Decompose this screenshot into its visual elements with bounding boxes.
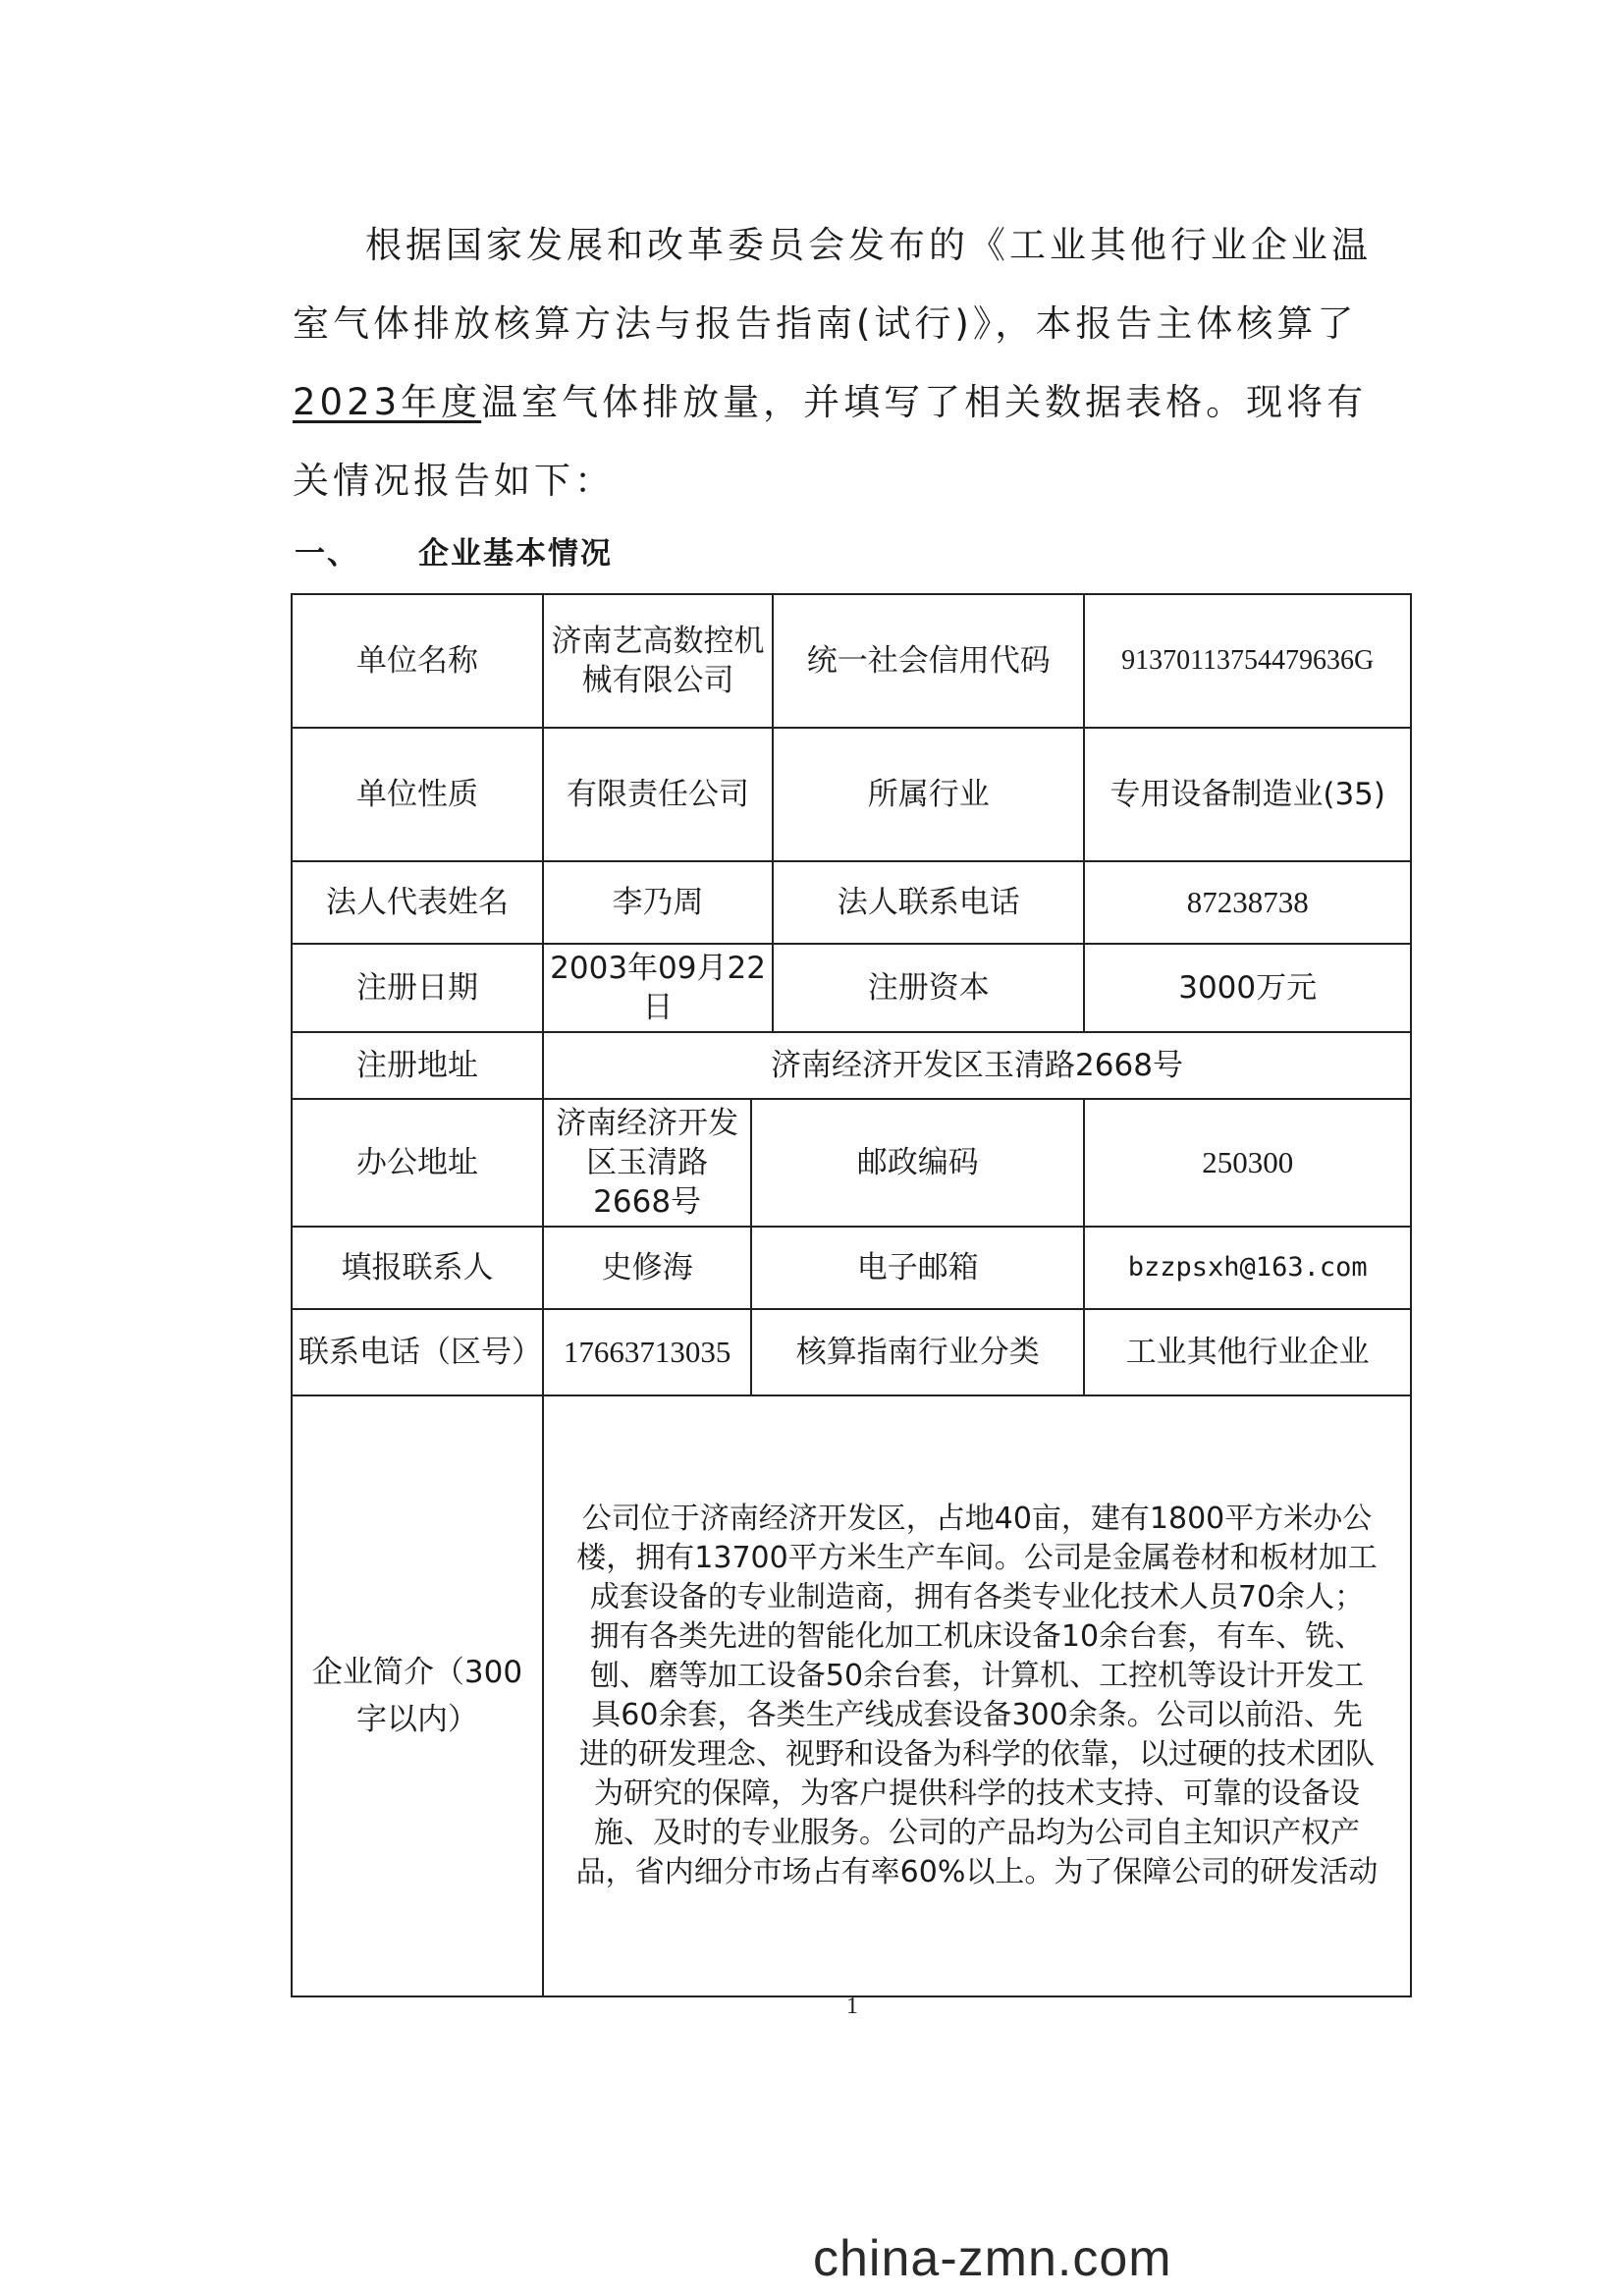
company-info-table [291,593,1412,1997]
profile-line: 成套设备的专业制造商，拥有各类专业化技术人员70余人； [589,1580,1365,1614]
postcode: 250300 [1084,1099,1411,1227]
table-row [292,1032,1411,1099]
profile-line: 楼，拥有13700平方米生产车间。公司是金属卷材和板材加工 [576,1541,1378,1575]
company-profile [543,1395,1411,1996]
section-number: 一、 [295,536,359,572]
email-label: 电子邮箱 [751,1227,1084,1309]
watermark: china-zmn.com [813,2230,1172,2287]
reg-date: 2003年09月22日 [543,944,773,1032]
profile-line: 进的研发理念、视野和设备为科学的依靠，以过硬的技术团队 [579,1737,1375,1772]
reg-date-label: 注册日期 [292,944,543,1032]
table-row [292,728,1411,861]
table-row [292,1309,1411,1395]
postcode-label: 邮政编码 [751,1099,1084,1227]
unit-nature: 有限责任公司 [543,728,773,861]
table-row [292,861,1411,944]
legal-rep: 李乃周 [543,861,773,944]
reg-address-label: 注册地址 [292,1032,543,1099]
office-address: 济南经济开发区玉清路2668号 [543,1099,751,1227]
intro-text-after: 温室气体排放量，并填写了相关数据表格。现将有关情况报告如下： [293,381,1368,502]
legal-rep-label: 法人代表姓名 [292,861,543,944]
credit-code: 91370113754479636G [1084,594,1411,728]
credit-code-label: 统一社会信用代码 [773,594,1084,728]
contact-label: 填报联系人 [292,1227,543,1309]
reg-capital: 3000万元 [1084,944,1411,1032]
profile-line: 拥有各类先进的智能化加工机床设备10余台套，有车、铣、 [589,1619,1365,1654]
table-row [292,1227,1411,1309]
contact-phone-label: 联系电话（区号） [292,1309,543,1395]
intro-paragraph [293,206,1384,520]
section-title: 企业基本情况 [418,536,613,572]
reg-address: 济南经济开发区玉清路2668号 [543,1032,1411,1099]
reg-capital-label: 注册资本 [773,944,1084,1032]
table-row [292,594,1411,728]
unit-name-label: 单位名称 [292,594,543,728]
legal-phone-label: 法人联系电话 [773,861,1084,944]
profile-line: 为研究的保障，为客户提供科学的技术支持、可靠的设备设 [594,1777,1360,1811]
contact-phone: 17663713035 [543,1309,751,1395]
profile-line: 刨、磨等加工设备50余台套，计算机、工控机等设计开发工 [589,1659,1365,1693]
section-heading [295,528,613,573]
profile-line: 施、及时的专业服务。公司的产品均为公司自主知识产权产 [594,1816,1360,1850]
profile-line: 具60余套，各类生产线成套设备300余条。公司以前沿、先 [591,1698,1363,1732]
guide-category: 工业其他行业企业 [1084,1309,1411,1395]
profile-line: 品，省内细分市场占有率60%以上。为了保障公司的研发活动 [575,1855,1379,1889]
office-address-label: 办公地址 [292,1099,543,1227]
guide-category-label: 核算指南行业分类 [751,1309,1084,1395]
industry-label: 所属行业 [773,728,1084,861]
intro-text-before: 根据国家发展和改革委员会发布的《工业其他行业企业温室气体排放核算方法与报告指南(试行)》，本报告主体核算了 [293,224,1372,345]
report-year: 2023年度 [293,381,482,423]
email: bzzpsxh@163.com [1084,1227,1411,1309]
table-row [292,944,1411,1032]
table-row [292,1099,1411,1227]
industry: 专用设备制造业(35) [1084,728,1411,861]
page-number: 1 [846,1994,858,2019]
profile-label: 企业简介（300字以内） [292,1395,543,1996]
contact: 史修海 [543,1227,751,1309]
legal-phone: 87238738 [1084,861,1411,944]
unit-nature-label: 单位性质 [292,728,543,861]
table-row [292,1395,1411,1996]
profile-line: 公司位于济南经济开发区，占地40亩，建有1800平方米办公 [581,1502,1373,1536]
unit-name: 济南艺高数控机械有限公司 [543,594,773,728]
